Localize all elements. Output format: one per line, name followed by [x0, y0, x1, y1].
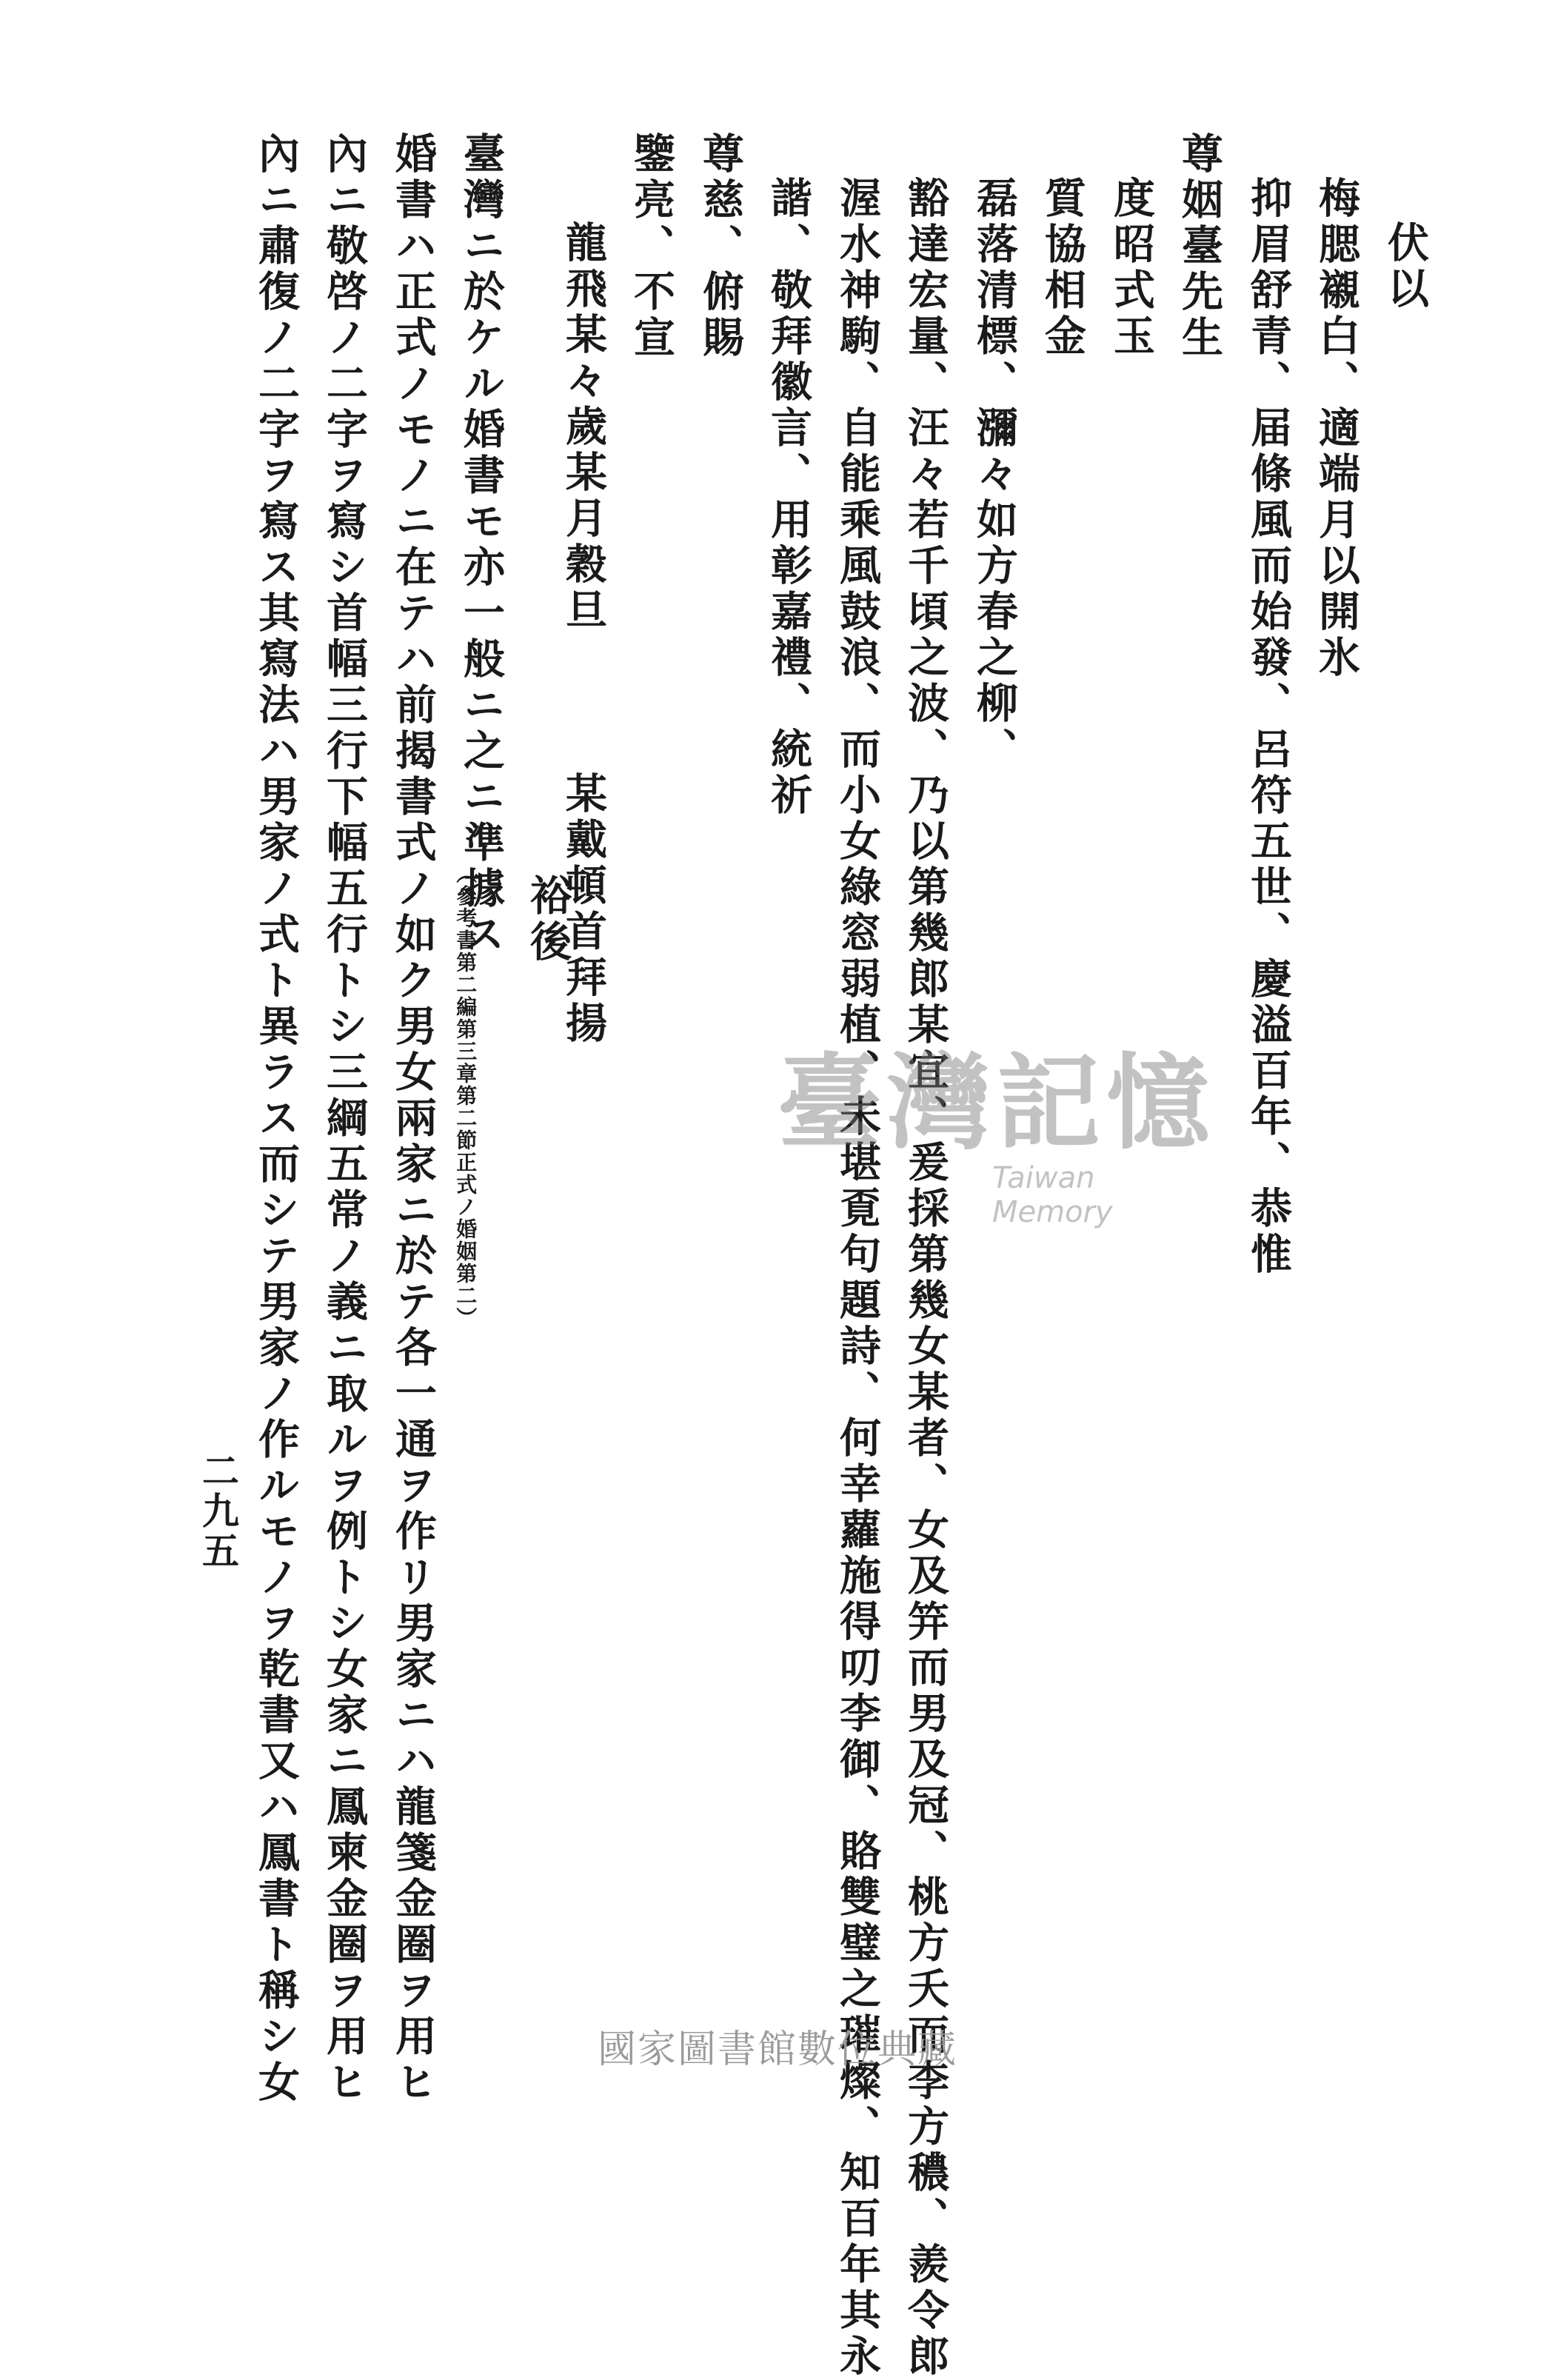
text-column-2: 梅腮襯白、適端月以開氷 — [1312, 176, 1361, 681]
text-column-4: 尊姻臺先生 — [1175, 132, 1224, 361]
text-column-6: 質協相金 — [1038, 176, 1087, 360]
text-column-13: 龍飛某々歲某月穀旦 某戴頓首拜揚 — [559, 221, 608, 1047]
taiwan-memory-watermark — [778, 1043, 1222, 1229]
reference-note: （參考書第二編第三章第二節正式ノ婚姻第二） — [453, 863, 478, 1329]
text-column-16: 婚書ハ正式ノモノニ在テハ前揭書式ノ如ク男女兩家ニ於テ各一通ヲ作リ男家ニハ龍箋金圈ヲ用ヒ — [389, 132, 438, 2106]
text-column-5: 度昭式玉 — [1107, 176, 1156, 360]
text-column-10: 諧、敬拜徽言、用彰嘉禮、統祈 — [764, 176, 813, 819]
text-column-15: 臺灣ニ於ケル婚書モ亦一般ニ之ニ準據ス — [457, 132, 506, 958]
library-footer: 國家圖書館數位典藏 — [597, 2028, 957, 2072]
text-column-3: 抑眉舒青、届條風而始發、呂符五世、慶溢百年、恭惟 — [1244, 176, 1293, 1278]
page-number: 二九五 — [196, 1451, 240, 1571]
text-column-17: 內ニ敬啓ノ二字ヲ寫シ首幅三行下幅五行トシ三綱五常ノ義ニ取ルヲ例トシ女家ニ鳳柬金圈ヲ用ヒ — [320, 132, 369, 2106]
text-column-11: 尊慈、俯賜 — [696, 132, 745, 361]
watermark-title: 臺灣記憶 — [778, 1043, 1217, 1164]
text-column-9: 渥水神駒、自能乘風鼓浪、而小女綠窓弱植、未堪覔句題詩、何幸蘿施得叨李御、賂雙璧之璀燦、知百年其永 — [833, 176, 882, 2380]
text-column-7: 磊落清標、瀰々如方春之柳、 — [970, 176, 1019, 773]
text-column-14: 裕後 — [524, 874, 572, 966]
text-column-18: 內ニ肅復ノ二字ヲ寫ス其寫法ハ男家ノ式ト異ラス而シテ男家ノ作ルモノヲ乾書又ハ鳳書ト稱シ女 — [252, 132, 301, 2106]
text-column-8: 豁達宏量、汪々若千頃之波、乃以第幾郎某宜、爰採第幾女某者、女及笄而男及冠、桃方夭而李方穠、羨令郎 — [901, 176, 950, 2380]
text-column-1: 伏以 — [1381, 221, 1430, 312]
text-column-12: 鑒亮、不宣 — [627, 132, 676, 361]
watermark-subtitle: Taiwan Memory — [992, 1161, 1113, 1229]
